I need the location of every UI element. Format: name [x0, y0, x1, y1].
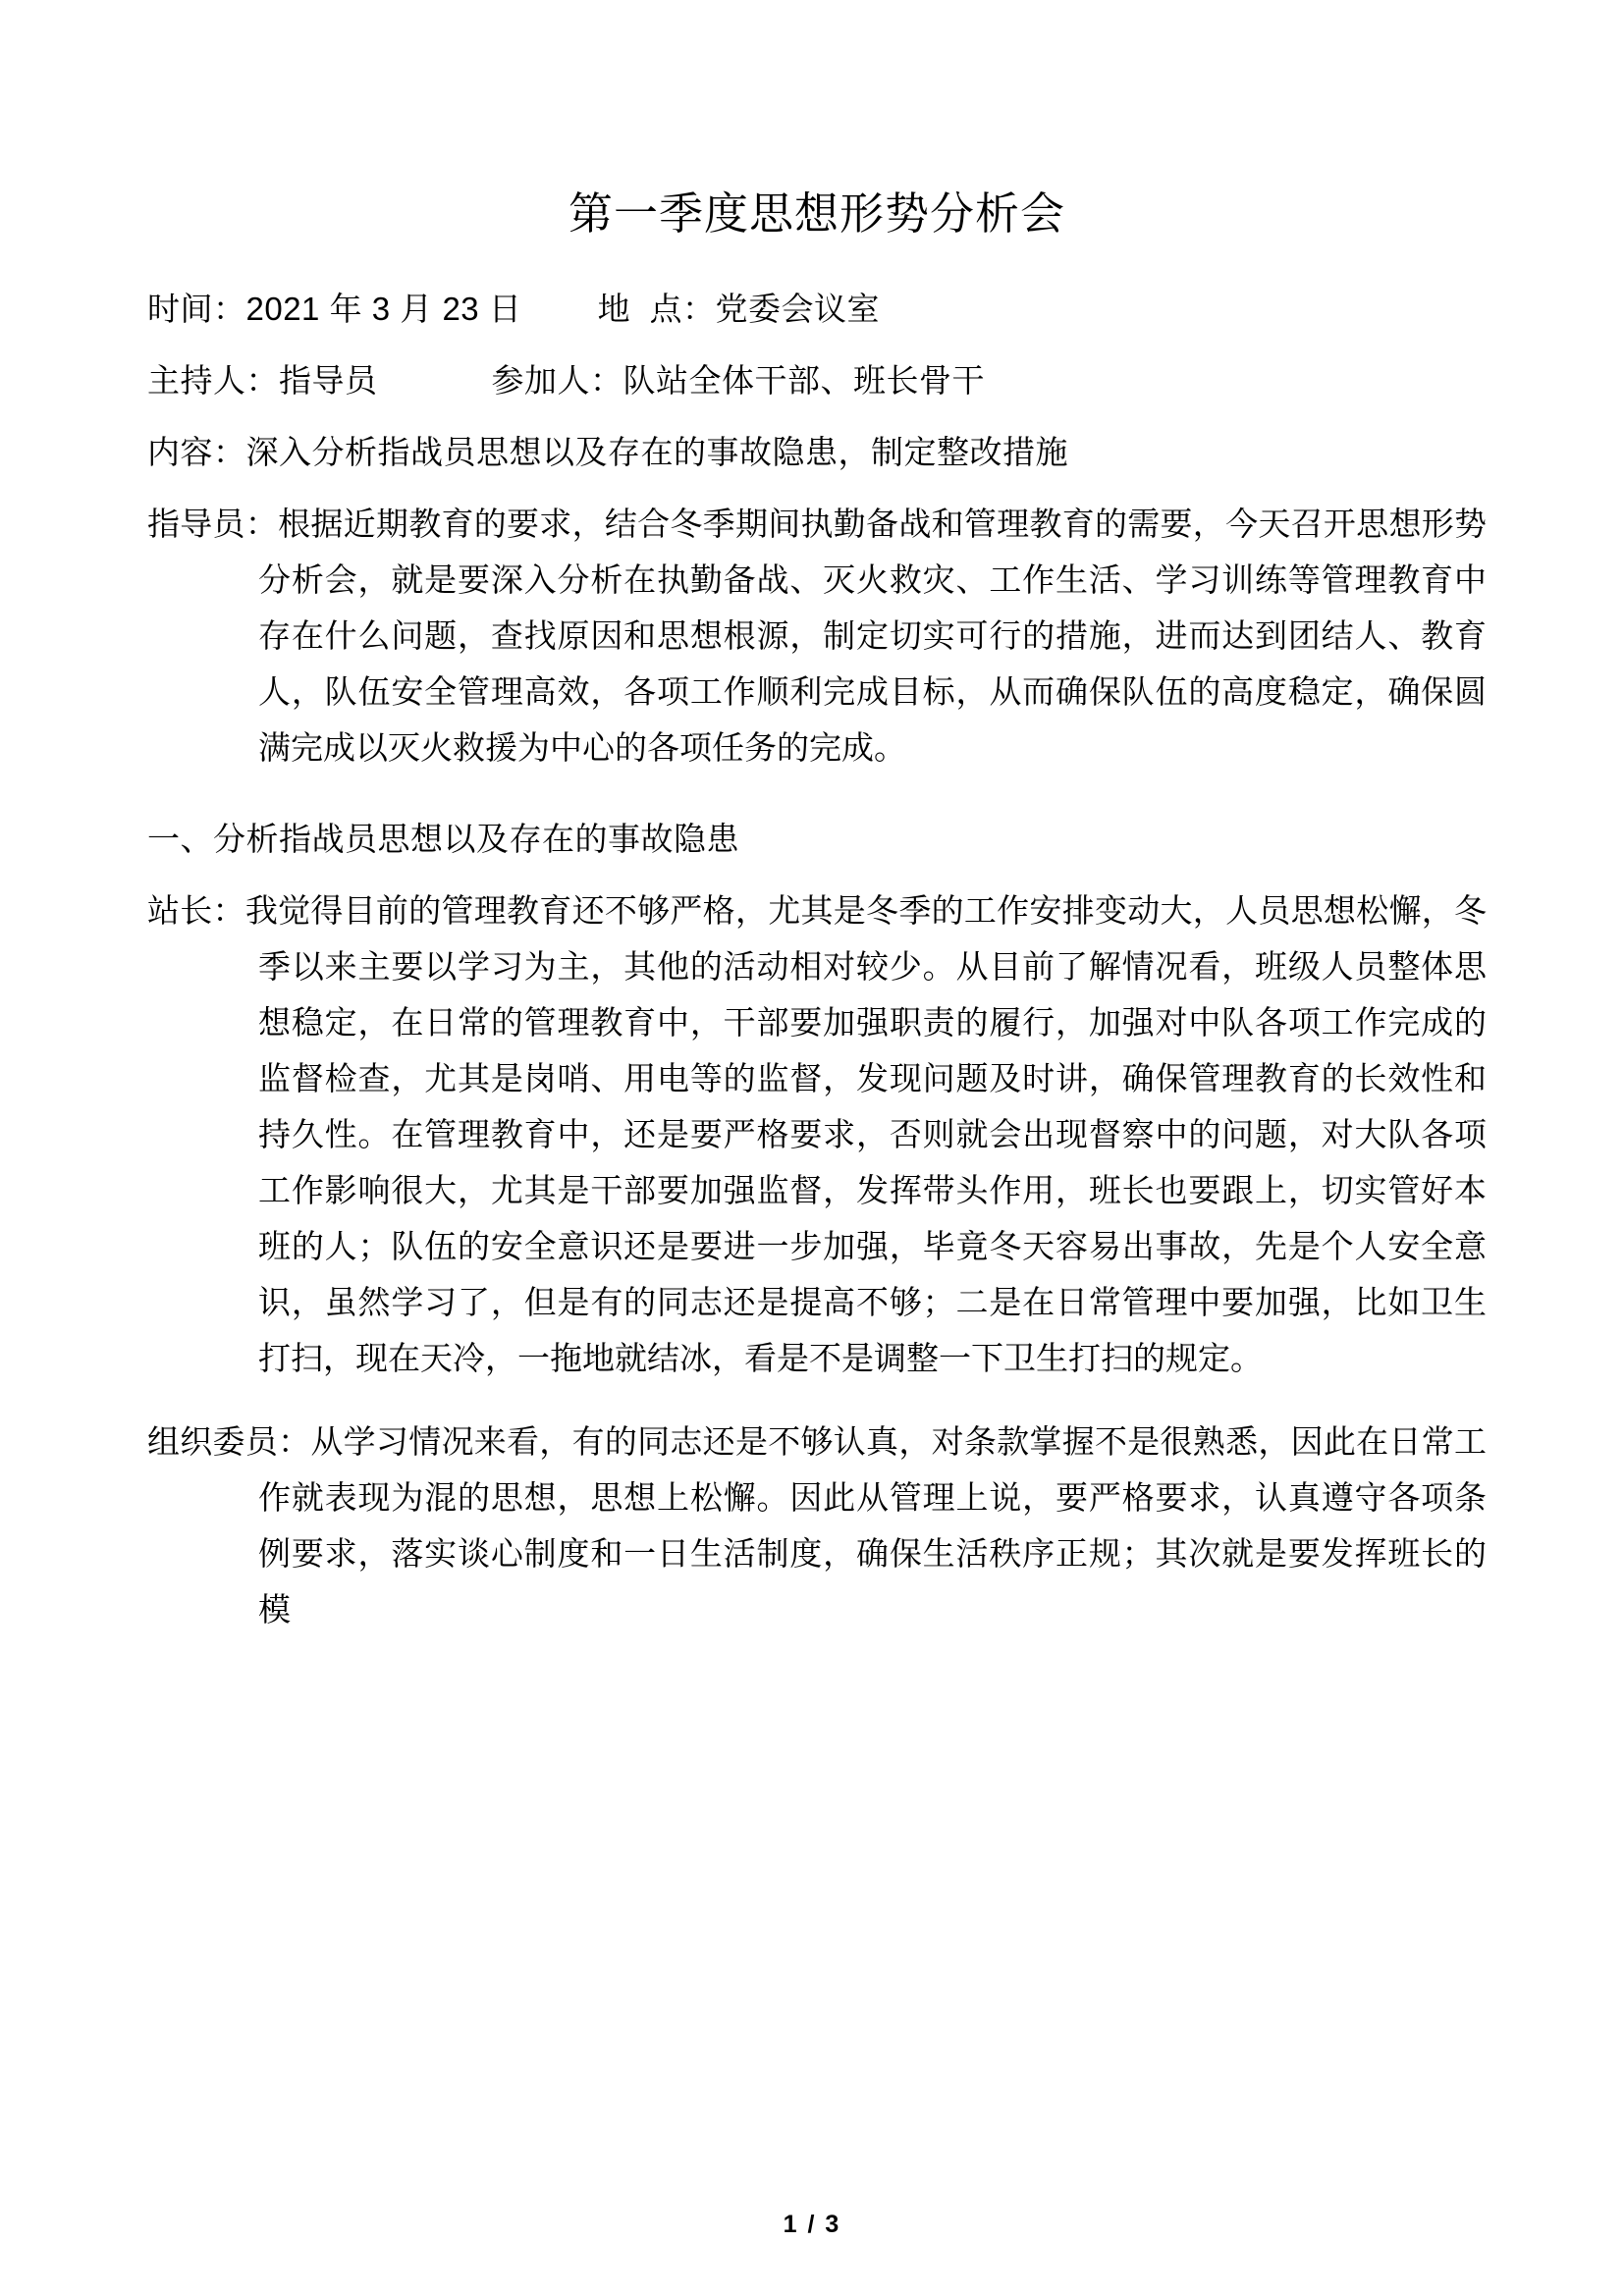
meta-host-attendees: 主持人：指导员 参加人：队站全体干部、班长骨干	[147, 362, 986, 400]
page-number: 1 / 3	[783, 2211, 841, 2238]
paragraph-station-chief-remarks: 站长：我觉得目前的管理教育还不够严格，尤其是冬季的工作安排变动大，人员思想松懈，冬季以来主要以学习为主，其他的活动相对较少。从目前了解情况看，班级人员整体思想稳定，在日常的管理教育中，干部要加强职责的履行，加强对中队各项工作完成的监督检查，尤其是岗哨、用电等的监督，发现问题及时讲，确保管理教育的长效性和持久性。在管理教育中，还是要严格要求，否则就会出现督察中的问题，对大队各项工作影响很大，尤其是干部要加强监督，发挥带头作用，班长也要跟上，切实管好本班的人；队伍的安全意识还是要进一步加强，毕竟冬天容易出事故，先是个人安全意识，虽然学习了，但是有的同志还是提高不够；二是在日常管理中要加强，比如卫生打扫，现在天冷，一拖地就结冰，看是不是调整一下卫生打扫的规定。	[147, 892, 1487, 1377]
page-footer	[0, 2211, 1624, 2239]
document-body	[147, 0, 1487, 1637]
paragraph-organization-member-remarks: 组织委员：从学习情况来看，有的同志还是不够认真，对条款掌握不是很熟悉，因此在日常工作就表现为混的思想，思想上松懈。因此从管理上说，要严格要求，认真遵守各项条例要求，落实谈心制度和一日生活制度，确保生活秩序正规；其次就是要发挥班长的模	[147, 1423, 1487, 1629]
page-title: 第一季度思想形势分析会	[568, 188, 1065, 239]
meta-time-location: 时间：2021 年 3 月 23 日 地 点：党委会议室	[147, 291, 880, 328]
section-heading-one: 一、分析指战员思想以及存在的事故隐患	[147, 821, 739, 858]
paragraph-instructor-remarks: 指导员：根据近期教育的要求，结合冬季期间执勤备战和管理教育的需要，今天召开思想形势分析会，就是要深入分析在执勤备战、灭火救灾、工作生活、学习训练等管理教育中存在什么问题，查找原因和思想根源，制定切实可行的措施，进而达到团结人、教育人，队伍安全管理高效，各项工作顺利完成目标，从而确保队伍的高度稳定，确保圆满完成以灭火救援为中心的各项任务的完成。	[147, 506, 1487, 767]
meta-content-summary: 内容：深入分析指战员思想以及存在的事故隐患，制定整改措施	[147, 434, 1068, 471]
